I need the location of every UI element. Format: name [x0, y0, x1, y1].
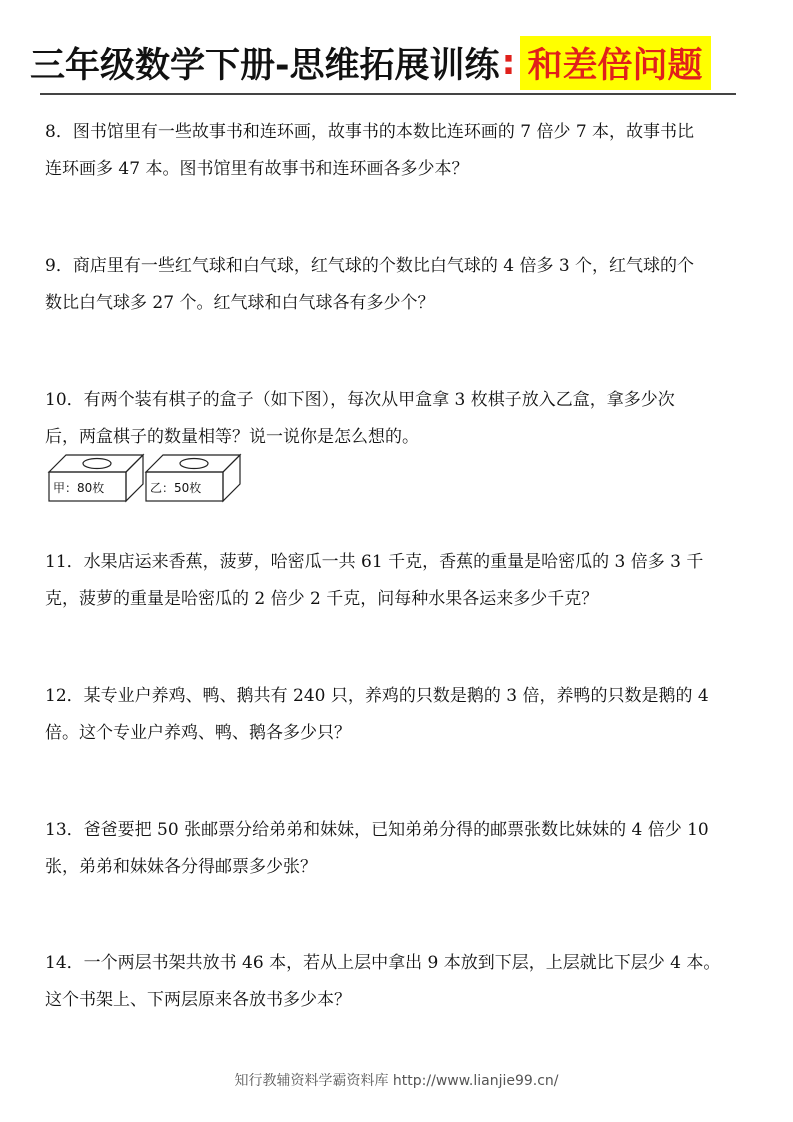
page-title: 三年级数学下册-思维拓展训练 — [30, 46, 500, 86]
question-10 — [45, 382, 750, 456]
question-14 — [45, 945, 750, 1019]
question-9 — [45, 248, 750, 322]
question-line: 11．水果店运来香蕉，菠萝，哈密瓜一共 61 千克，香蕉的重量是哈密瓜的 3 倍多 3 千 — [45, 552, 704, 572]
chess-boxes-figure — [46, 452, 246, 504]
question-12 — [45, 678, 750, 752]
question-line: 9．商店里有一些红气球和白气球，红气球的个数比白气球的 4 倍多 3 个，红气球的个 — [45, 256, 695, 276]
box-a-label: 甲：80枚 — [53, 481, 105, 495]
question-line: 13．爸爸要把 50 张邮票分给弟弟和妹妹，已知弟弟分得的邮票张数比妹妹的 4 倍少 10 — [45, 820, 709, 840]
question-8 — [45, 114, 750, 188]
question-line: 后，两盒棋子的数量相等？说一说你是怎么想的。 — [45, 427, 419, 447]
page-header — [30, 38, 711, 88]
box-b-label: 乙：50枚 — [150, 481, 202, 495]
question-line: 克，菠萝的重量是哈密瓜的 2 倍少 2 千克，问每种水果各运来多少千克？ — [45, 589, 599, 609]
question-line: 连环画多 47 本。图书馆里有故事书和连环画各多少本？ — [45, 159, 469, 179]
question-line: 12．某专业户养鸡、鸭、鹅共有 240 只，养鸡的只数是鹅的 3 倍，养鸭的只数是鹅的 4 — [45, 686, 709, 706]
question-13 — [45, 812, 750, 886]
topic-highlight: 和差倍问题 — [520, 36, 711, 90]
question-line: 数比白气球多 27 个。红气球和白气球各有多少个？ — [45, 293, 435, 313]
question-line: 这个书架上、下两层原来各放书多少本？ — [45, 990, 351, 1010]
question-line: 8．图书馆里有一些故事书和连环画，故事书的本数比连环画的 7 倍少 7 本，故事书比 — [45, 122, 695, 142]
question-line: 张，弟弟和妹妹各分得邮票多少张？ — [45, 857, 317, 877]
header-divider — [40, 93, 736, 95]
question-line: 14．一个两层书架共放书 46 本，若从上层中拿出 9 本放到下层，上层就比下层少 4 本。 — [45, 953, 721, 973]
question-line: 10．有两个装有棋子的盒子（如下图），每次从甲盒拿 3 枚棋子放入乙盒，拿多少次 — [45, 390, 675, 410]
title-colon: : — [501, 43, 516, 83]
question-line: 倍。这个专业户养鸡、鸭、鹅各多少只？ — [45, 723, 351, 743]
question-11 — [45, 544, 750, 618]
footer-watermark: 知行教辅资料学霸资料库 http://www.lianjie99.cn/ — [234, 1073, 559, 1089]
